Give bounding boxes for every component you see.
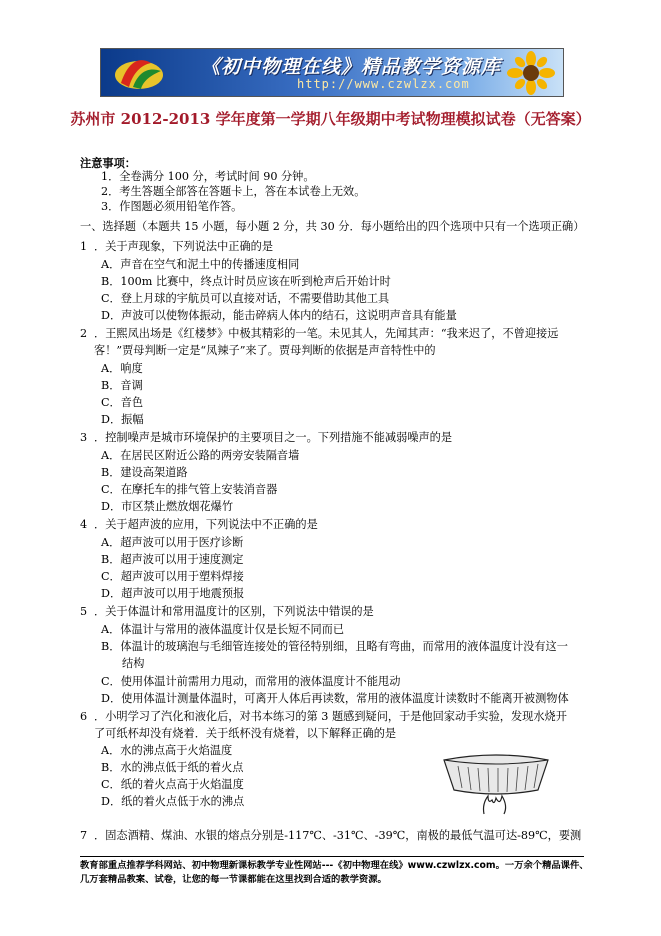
question-stem: 了可纸杯却没有烧着．关于纸杯没有烧着，以下解释正确的是: [94, 727, 397, 740]
option: B．水的沸点低于纸的着火点: [101, 761, 244, 774]
option: A．体温计与常用的液体温度计仅是长短不同而已: [101, 623, 345, 636]
question-number: 1: [80, 240, 88, 253]
question-number: 3: [80, 431, 88, 444]
section-heading: 一、选择题（本题共 15 小题，每小题 2 分，共 30 分．每小题给出的四个选项中只有一个选项正确）: [80, 220, 585, 233]
option: D．振幅: [101, 413, 144, 426]
option: D．超声波可以用于地震预报: [101, 587, 245, 600]
option: C．超声波可以用于塑料焊接: [101, 570, 244, 583]
option: D．纸的着火点低于水的沸点: [101, 795, 245, 808]
question-stem: ．控制噪声是城市环境保护的主要项目之一。下列措施不能减弱噪声的是: [94, 431, 453, 444]
question-stem: ．王熙凤出场是《红楼梦》中极其精彩的一笔。未见其人，先闻其声：“我来迟了，不曾迎接远: [94, 327, 559, 340]
paper-cup-illustration: [438, 748, 554, 816]
banner-url[interactable]: http://www.czwlzx.com: [297, 77, 470, 91]
option: D．使用体温计测量体温时，可离开人体后再读数，常用的液体温度计读数时不能离开被测物体: [101, 692, 569, 705]
footer-line: 几万套精品教案、试卷，让您的每一节课都能在这里找到合适的教学资源。: [80, 874, 387, 885]
option: C．使用体温计前需用力甩动，而常用的液体温度计不能甩动: [101, 675, 401, 688]
option: C．在摩托车的排气管上安装消音器: [101, 483, 278, 496]
option: B．超声波可以用于速度测定: [101, 553, 244, 566]
footer-rule: [80, 856, 584, 857]
option-continued: 结构: [122, 657, 145, 670]
question-number: 2: [80, 327, 88, 340]
question-stem: ．关于体温计和常用温度计的区别，下列说法中错误的是: [94, 605, 374, 618]
option: C．登上月球的宇航员可以直接对话，不需要借助其他工具: [101, 292, 390, 305]
option: B．体温计的玻璃泡与毛细管连接处的管径特别细，且略有弯曲，而常用的液体温度计没有这一: [101, 640, 568, 653]
option: B．音调: [101, 379, 143, 392]
notice-heading: 注意事项：: [80, 156, 136, 170]
option: A．超声波可以用于医疗诊断: [101, 536, 244, 549]
notice-item: 2．考生答题全部答在答题卡上，答在本试卷上无效。: [101, 185, 366, 198]
option: A．声音在空气和泥土中的传播速度相同: [101, 258, 300, 271]
question-stem: ．关于声现象，下列说法中正确的是: [94, 240, 274, 253]
option: B．100m 比赛中，终点计时员应该在听到枪声后开始计时: [101, 275, 391, 288]
question-number: 7: [80, 829, 88, 842]
option: B．建设高架道路: [101, 466, 188, 479]
question-number: 5: [80, 605, 88, 618]
banner-title: 《初中物理在线》精品教学资源库: [201, 56, 502, 78]
option: A．在居民区附近公路的两旁安装隔音墙: [101, 449, 300, 462]
notice-item: 3．作图题必须用铅笔作答。: [101, 200, 243, 213]
footer-line: 教育部重点推荐学科网站、初中物理新课标教学专业性网站---《初中物理在线》www.czwlzx.com。一万余个精品课件、: [80, 860, 589, 871]
document-title: 苏州市 2012-2013 学年度第一学期八年级期中考试物理模拟试卷（无答案）: [70, 110, 591, 128]
question-stem: 客！”贾母判断一定是“凤辣子”来了。贾母判断的依据是声音特性中的: [94, 344, 436, 357]
option: D．声波可以使物体振动，能击碎病人体内的结石，这说明声音具有能量: [101, 309, 457, 322]
header-banner: [100, 48, 564, 97]
notice-item: 1．全卷满分 100 分，考试时间 90 分钟。: [101, 170, 315, 183]
question-number: 6: [80, 710, 88, 723]
sunflower-icon: [505, 51, 557, 95]
site-logo-icon: [111, 53, 167, 93]
option: A．水的沸点高于火焰温度: [101, 744, 233, 757]
option: A．响度: [101, 362, 143, 375]
question-stem: ．关于超声波的应用，下列说法中不正确的是: [94, 518, 318, 531]
option: C．纸的着火点高于火焰温度: [101, 778, 244, 791]
question-stem: ．小明学习了汽化和液化后，对书本练习的第 3 题感到疑问，于是他回家动手实验，发现水烧开: [94, 710, 567, 723]
question-stem: ．固态酒精、煤油、水银的熔点分别是-117℃、-31℃、-39℃，南极的最低气温可达-89℃，要测: [94, 829, 582, 842]
option: C．音色: [101, 396, 144, 409]
option: D．市区禁止燃放烟花爆竹: [101, 500, 234, 513]
question-number: 4: [80, 518, 88, 531]
